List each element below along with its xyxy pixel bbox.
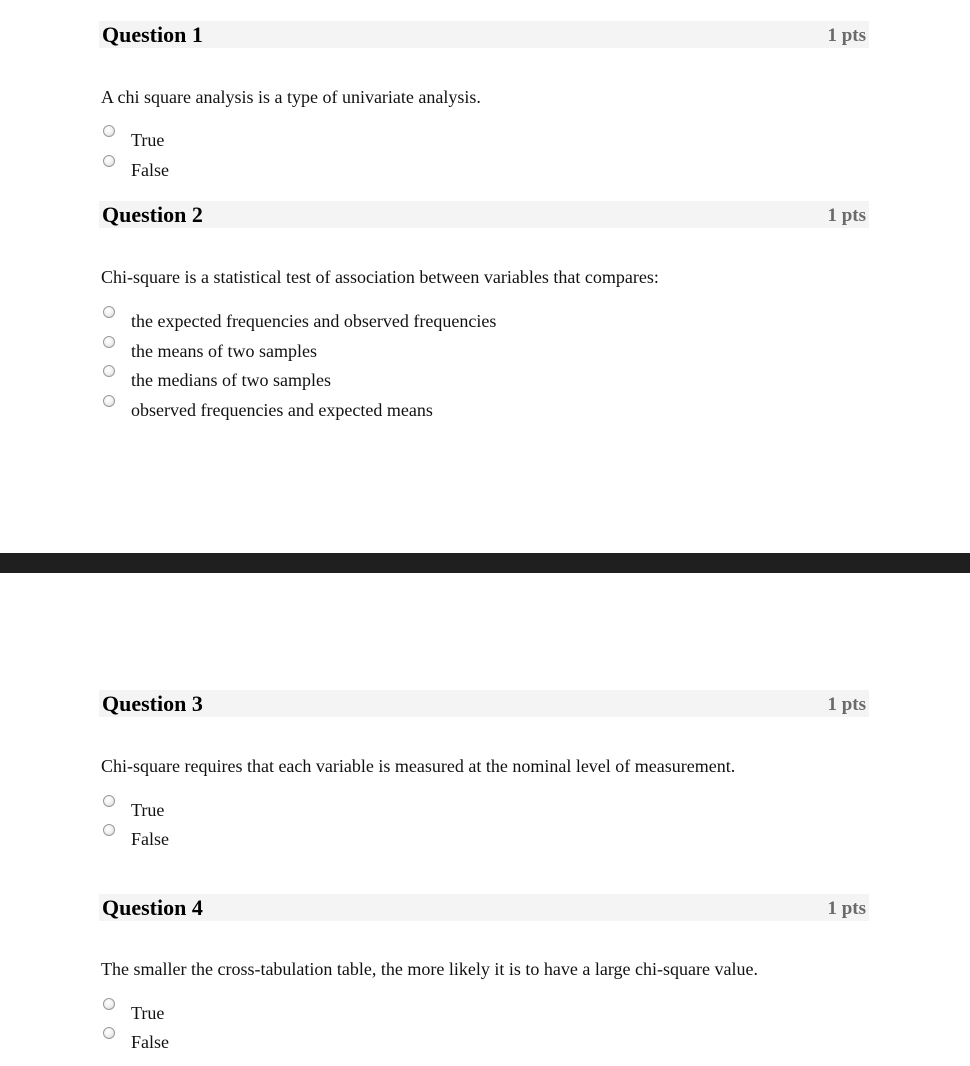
radio-button[interactable]: [103, 795, 115, 807]
question-1-title: Question 1: [102, 22, 203, 47]
answer-label[interactable]: observed frequencies and expected means: [131, 400, 433, 420]
question-4-header: [99, 894, 869, 921]
answer-label[interactable]: False: [131, 1032, 169, 1052]
question-3-header: [99, 690, 869, 717]
question-4-text: The smaller the cross-tabulation table, the more likely it is to have a large chi-square value.: [101, 959, 758, 979]
answer-label[interactable]: the expected frequencies and observed frequencies: [131, 311, 497, 331]
answer-label[interactable]: True: [131, 1003, 165, 1023]
radio-button[interactable]: [103, 395, 115, 407]
question-2-header: [99, 201, 869, 228]
radio-button[interactable]: [103, 306, 115, 318]
question-3-text: Chi-square requires that each variable is measured at the nominal level of measurement.: [101, 756, 736, 776]
answer-label[interactable]: False: [131, 829, 169, 849]
radio-button[interactable]: [103, 998, 115, 1010]
page-divider: [0, 553, 970, 573]
question-2-points: 1 pts: [827, 205, 866, 226]
radio-button[interactable]: [103, 155, 115, 167]
radio-button[interactable]: [103, 365, 115, 377]
question-4-title: Question 4: [102, 895, 203, 920]
question-1-points: 1 pts: [827, 25, 866, 46]
answer-label[interactable]: the means of two samples: [131, 341, 317, 361]
question-2-text: Chi-square is a statistical test of association between variables that compares:: [101, 267, 659, 287]
question-1-text: A chi square analysis is a type of univariate analysis.: [101, 87, 481, 107]
question-2-title: Question 2: [102, 202, 203, 227]
question-4-points: 1 pts: [827, 898, 866, 919]
question-3-title: Question 3: [102, 691, 203, 716]
radio-button[interactable]: [103, 1027, 115, 1039]
question-1-header: [99, 21, 869, 48]
radio-button[interactable]: [103, 336, 115, 348]
question-3-points: 1 pts: [827, 694, 866, 715]
radio-button[interactable]: [103, 125, 115, 137]
answer-label[interactable]: False: [131, 160, 169, 180]
answer-label[interactable]: True: [131, 800, 165, 820]
answer-label[interactable]: the medians of two samples: [131, 370, 331, 390]
answer-label[interactable]: True: [131, 130, 165, 150]
radio-button[interactable]: [103, 824, 115, 836]
